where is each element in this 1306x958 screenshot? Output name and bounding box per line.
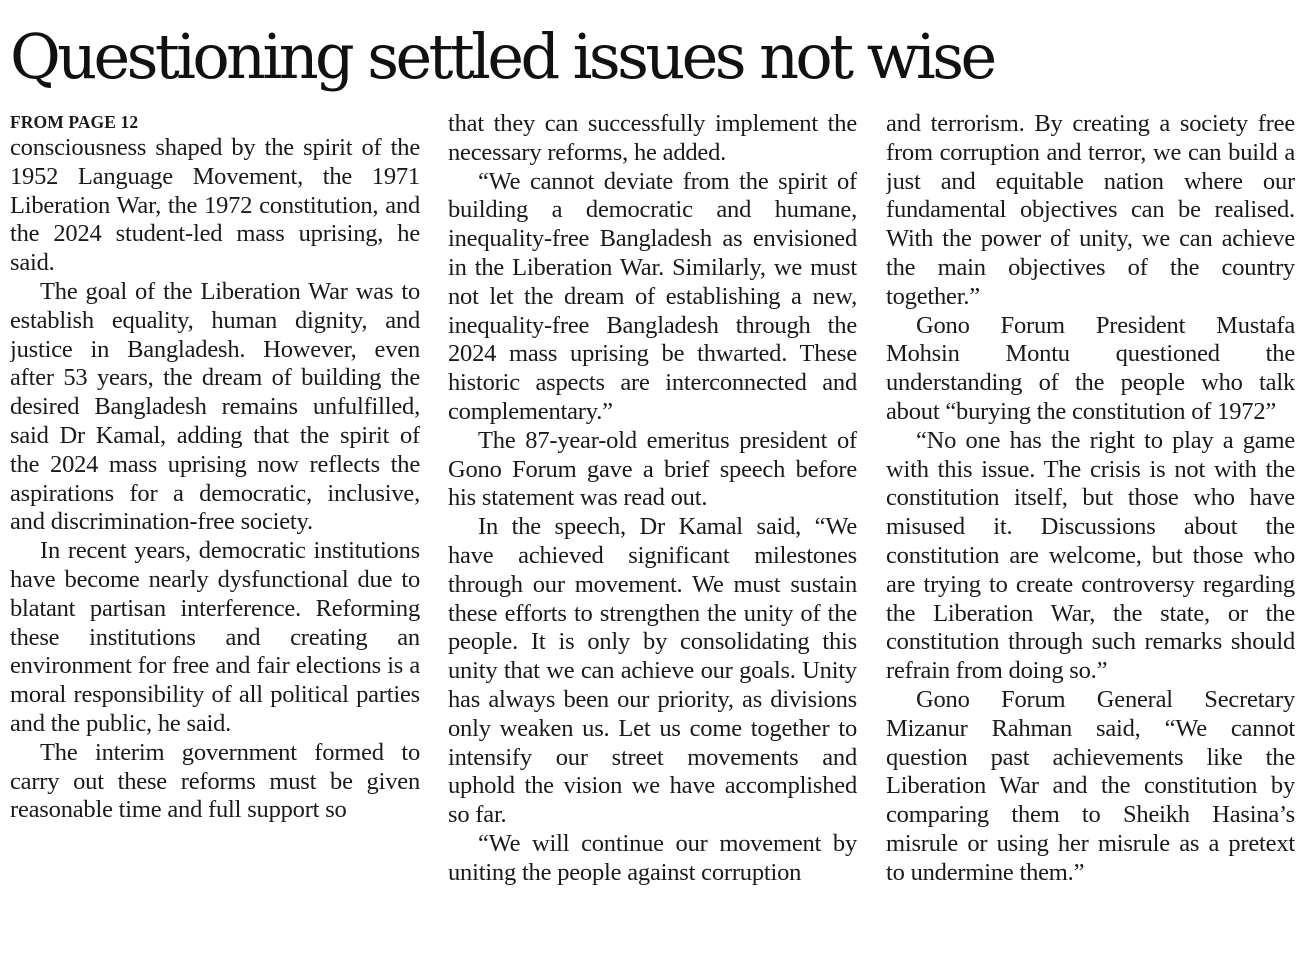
continuation-kicker: FROM PAGE 12	[10, 112, 139, 132]
paragraph: Gono Forum General Secretary Mizanur Rahman said, “We cannot question past achievements like the Liberation War and the constitution by comparing them to Sheikh Hasina’s misrule or using her misrule as a pretext to undermine them.”	[886, 685, 1295, 886]
paragraph: consciousness shaped by the spirit of the 1952 Language Movement, the 1971 Liberation War, the 1972 constitution, and the 2024 student-led mass uprising, he said.	[10, 134, 420, 277]
paragraph: that they can successfully implement the necessary reforms, he added.	[448, 110, 857, 166]
article-column-3	[886, 110, 1295, 955]
paragraph: “No one has the right to play a game with this issue. The crisis is not with the constitution itself, but those who have misused it. Discussions about the constitution are welcome, but those who are trying to create controversy regarding the Liberation War, the state, or the constitution through such remarks should refrain from doing so.”	[886, 426, 1295, 685]
paragraph: The goal of the Liberation War was to establish equality, human dignity, and justice in Bangladesh. However, even after 53 years, the dream of building the desired Bangladesh remains unfulfilled, said Dr Kamal, adding that the spirit of the 2024 mass uprising now reflects the aspirations for a democratic, inclusive, and discrimination-free society.	[10, 277, 420, 536]
article-column-1	[10, 110, 420, 955]
paragraph: In the speech, Dr Kamal said, “We have achieved significant milestones through our movement. We must sustain these efforts to strengthen the unity of the people. It is only by consolidating this unity that we can achieve our goals. Unity has always been our priority, as divisions only weaken us. Let us come together to intensify our street movements and uphold the vision we have accomplished so far.	[448, 513, 857, 829]
paragraph: The interim government formed to carry out these reforms must be given reasonable time and full support so	[10, 738, 420, 824]
paragraph: Gono Forum President Mustafa Mohsin Montu questioned the understanding of the people who talk about “burying the constitution of 1972”	[886, 311, 1295, 425]
paragraph: The 87-year-old emeritus president of Gono Forum gave a brief speech before his statement was read out.	[448, 426, 857, 512]
paragraph: In recent years, democratic institutions have become nearly dysfunctional due to blatant partisan interference. Reforming these institutions and creating an environment for free and fair elections is a moral responsibility of all political parties and the public, he said.	[10, 537, 420, 737]
article-column-2	[448, 110, 857, 955]
paragraph: “We will continue our movement by uniting the people against corruption	[448, 829, 857, 886]
paragraph: and terrorism. By creating a society free from corruption and terror, we can build a just and equitable nation where our fundamental objectives can be realised. With the power of unity, we can achieve the main objectives of the country together.”	[886, 110, 1295, 310]
headline: Questioning settled issues not wise	[10, 20, 994, 93]
paragraph: “We cannot deviate from the spirit of building a democratic and humane, inequality-free Bangladesh as envisioned in the Liberation War. Similarly, we must not let the dream of establishing a new, inequality-free Bangladesh through the 2024 mass uprising be thwarted. These historic aspects are interconnected and complementary.”	[448, 167, 857, 425]
